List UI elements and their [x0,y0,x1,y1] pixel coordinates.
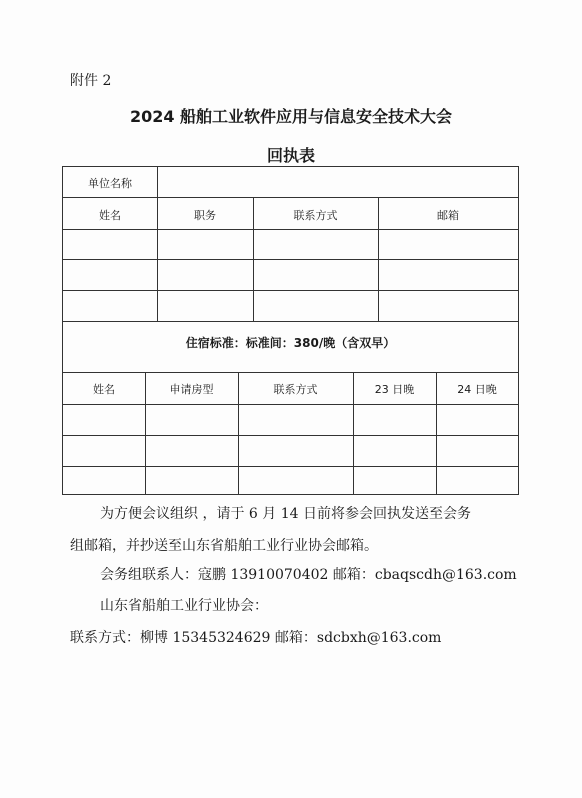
attachment-label: 附件 2 [70,73,112,89]
reply-form-table [62,166,519,495]
row-divider [63,404,518,405]
header-email: 邮箱 [437,209,459,222]
row-divider [63,259,518,260]
lodging-standard-note: 住宿标准：标准间：380/晚（含双早） [185,336,396,350]
room-header-type: 申请房型 [169,383,214,396]
room-header-contact: 联系方式 [273,383,318,396]
unit-name-label: 单位名称 [88,177,132,190]
header-position: 职务 [194,209,216,222]
note-line-1: 为方便会议组织 ，请于 6 月 14 日前将参会回执发送至会务 [100,506,471,522]
row-divider [63,466,518,467]
document-subtitle: 回执表 [266,146,315,165]
note-contact-line: 会务组联系人：寇鹏 13910070402 邮箱：cbaqscdh@163.com [100,567,517,583]
column-divider [157,167,158,197]
document-title: 2024 船舶工业软件应用与信息安全技术大会 [129,107,453,126]
header-name: 姓名 [99,209,121,222]
room-header-24-night: 24 日晚 [457,383,497,396]
row-divider [63,229,518,230]
note-line-2: 组邮箱，并抄送至山东省船舶工业行业协会邮箱。 [70,538,378,554]
row-divider [63,435,518,436]
row-divider [63,321,518,322]
note-association-line: 山东省船舶工业行业协会： [100,598,268,614]
row-divider [63,197,518,198]
note-association-contact: 联系方式：柳博 15345324629 邮箱：sdcbxh@163.com [70,630,442,646]
room-header-23-night: 23 日晚 [374,383,415,396]
row-divider [63,372,518,373]
room-header-name: 姓名 [93,383,115,396]
row-divider [63,290,518,291]
header-contact: 联系方式 [293,209,338,222]
